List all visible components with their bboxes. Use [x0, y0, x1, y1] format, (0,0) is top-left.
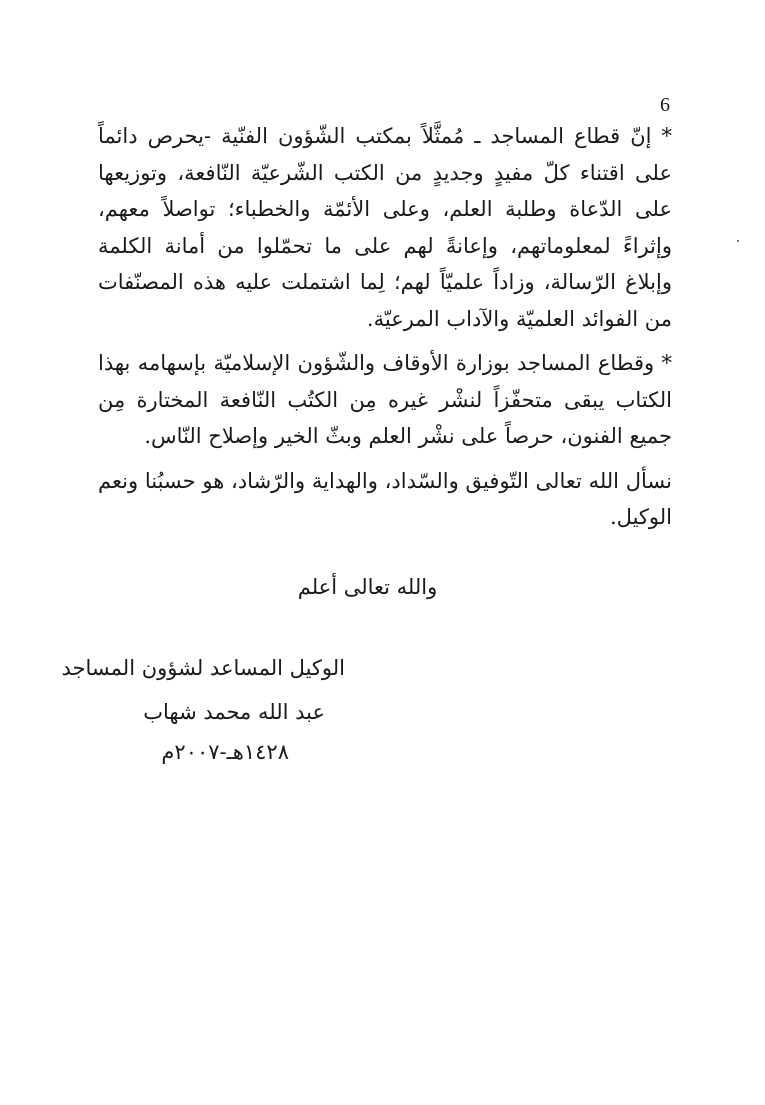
paragraph-mosques-sector: * إنّ قطاع المساجد ـ مُمثَّلاً بمكتب الشّؤون الفنّية -يحرص دائماً على اقتناء كلّ مفيدٍ وجديدٍ من الكتب الشّرعيّة النّافعة، وتوزيعها على الدّعاة وطلبة العلم، وعلى الأئمّة والخطباء؛ تواصلاً معهم، وإثراءً لمعلوماتهم، وإعانةً لهم على ما تحمّلوا من أمانة الكلمة وإبلاغ الرّسالة، وزاداً علميّاً لهم؛ لِما اشتملت عليه هذه المصنّفات من الفوائد العلميّة والآداب المرعيّة. [98, 124, 672, 331]
paragraph-prayer: نسأل الله تعالى التّوفيق والسّداد، والهداية والرّشاد، هو حسبُنا ونعم الوكيل. [98, 468, 672, 529]
body-text [98, 118, 672, 544]
scan-speck [737, 240, 739, 242]
page-number: 6 [660, 94, 670, 116]
closing-phrase [0, 575, 765, 599]
paragraph-ministry: * وقطاع المساجد بوزارة الأوقاف والشّؤون الإسلاميّة بإسهامه بهذا الكتاب يبقى متحفّزاً لنشْر غيره مِن الكتُب النّافعة المختارة مِن جميع الفنون، حرصاً على نشْر العلم وبثّ الخير وإصلاح النّاس. [98, 351, 672, 448]
signature-name: عبد الله محمد شهاب [143, 700, 325, 724]
closing-text: والله تعالى أعلم [297, 575, 438, 599]
signature-date: ١٤٢٨هـ-٢٠٠٧م [161, 740, 289, 764]
signature-title: الوكيل المساعد لشؤون المساجد [61, 656, 345, 680]
